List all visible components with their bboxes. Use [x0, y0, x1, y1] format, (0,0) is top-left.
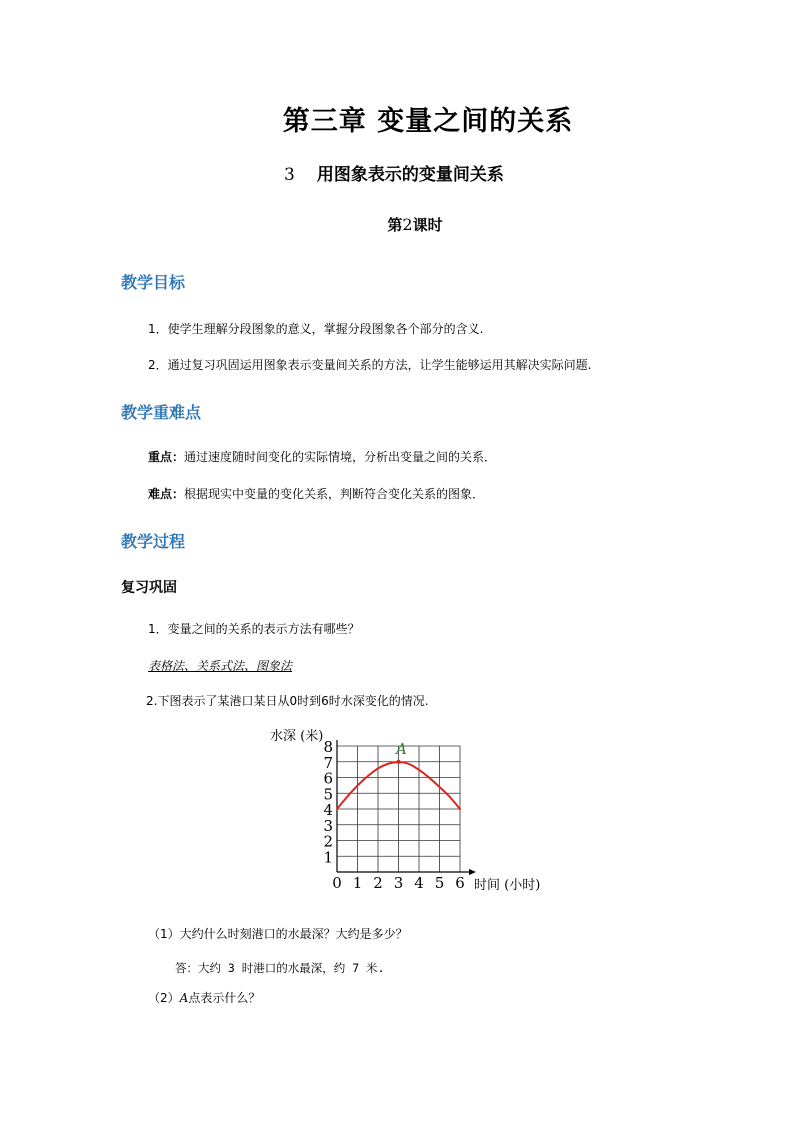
lesson-prefix: 第 [387, 216, 403, 234]
y-tick-label: 8 [323, 738, 333, 756]
x-tick-label: 6 [455, 874, 465, 892]
chapter-title: 第三章 变量之间的关系 [282, 106, 574, 137]
difficulty-text: 根据现实中变量的变化关系，判断符合变化关系的图象． [184, 487, 485, 501]
section-number: 3 [284, 165, 295, 185]
x-tick-label: 1 [352, 874, 363, 892]
x-axis-arrow [469, 869, 476, 875]
focus-text: 通过速度随时间变化的实际情境，分析出变量之间的关系． [184, 450, 497, 464]
x-tick-label: 5 [434, 874, 445, 892]
goals-heading: 教学目标 [121, 273, 186, 292]
x-tick-label: 2 [373, 874, 383, 892]
point-a-marker [397, 760, 401, 764]
point-a-label: A [396, 739, 407, 758]
goal-item-1: 1．使学生理解分段图象的意义，掌握分段图象各个部分的含义. [148, 322, 484, 336]
lesson-number: 2 [402, 215, 413, 234]
question-2-1: （1）大约什么时刻港口的水最深？大约是多少？ [148, 927, 408, 941]
water-depth-chart [260, 722, 560, 912]
y-tick-label: 4 [323, 801, 333, 819]
question-2-2 [148, 989, 260, 1006]
review-heading: 复习巩固 [121, 580, 177, 596]
focus-paragraph [148, 448, 496, 465]
question-2-2-point: A [179, 991, 189, 1005]
lesson-suffix: 课时 [412, 216, 443, 234]
answer-1 [148, 657, 292, 674]
y-tick-label: 2 [323, 832, 333, 851]
y-tick-label: 6 [323, 769, 333, 788]
process-heading: 教学过程 [121, 532, 186, 551]
question-2-2-text: 点表示什么？ [188, 991, 261, 1005]
answer-1-text: 表格法、关系式法、图象法 [148, 659, 293, 673]
difficulty-paragraph [148, 485, 484, 502]
question-1: 1．变量之间的关系的表示方法有哪些？ [148, 622, 360, 636]
y-tick-label: 1 [323, 848, 333, 867]
x-axis-label: 时间 (小时) [474, 878, 541, 893]
lesson-label [0, 214, 794, 235]
key-points-heading: 教学重难点 [121, 403, 202, 422]
difficulty-label: 难点： [148, 487, 185, 501]
y-tick-label: 3 [323, 816, 333, 835]
x-tick-label: 3 [393, 874, 404, 892]
question-2-2-prefix: （2） [148, 991, 180, 1005]
answer-2-1: 答：大约 3 时港口的水最深，约 7 米. [175, 961, 385, 975]
section-title-line [284, 160, 504, 185]
question-2: 2.下图表示了某港口某日从0时到6时水深变化的情况. [146, 694, 429, 708]
y-tick-label: 5 [323, 785, 333, 804]
y-tick-label: 7 [323, 753, 333, 772]
x-tick-label: 0 [332, 874, 342, 892]
y-axis-label: 水深 (米) [270, 729, 324, 744]
x-tick-label: 4 [414, 874, 424, 892]
section-title: 用图象表示的变量间关系 [316, 165, 504, 185]
focus-label: 重点： [148, 450, 185, 464]
goal-item-2: 2．通过复习巩固运用图象表示变量间关系的方法，让学生能够运用其解决实际问题. [148, 358, 592, 372]
